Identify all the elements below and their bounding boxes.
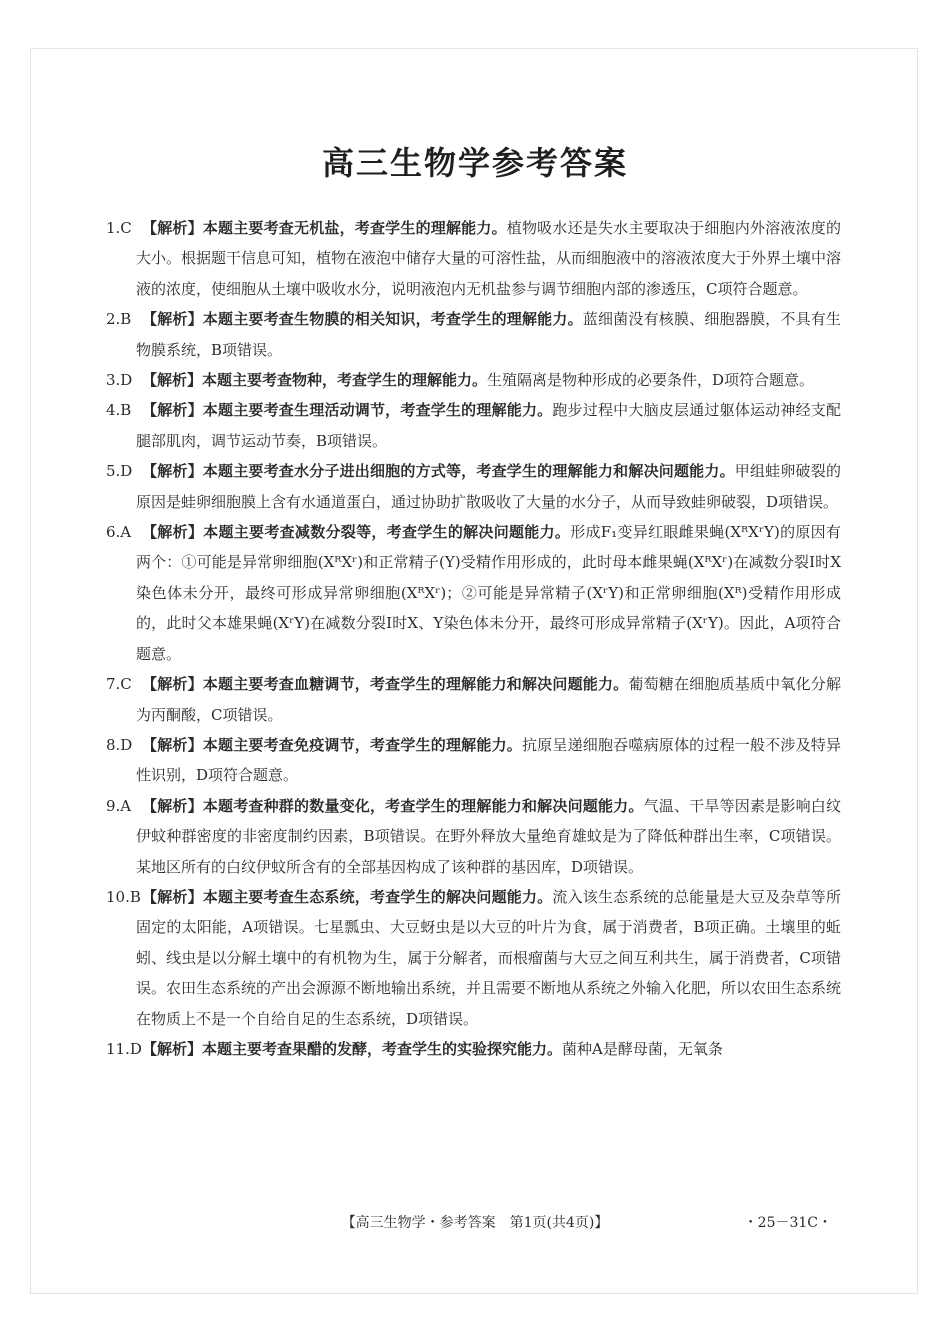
analysis-lead: 本题考查种群的数量变化，考查学生的理解能力和解决问题能力。: [202, 796, 644, 815]
answer-item-11: [106, 1034, 841, 1064]
answer-number: 5.D: [106, 462, 133, 481]
analysis-tag: 【解析】: [142, 401, 203, 420]
analysis-tag: 【解析】: [142, 675, 203, 694]
analysis-lead: 本题主要考查水分子进出细胞的方式等，考查学生的理解能力和解决问题能力。: [202, 462, 735, 481]
answer-number: 6.A: [106, 523, 132, 542]
analysis-body: 甲组蛙卵破裂的原因是蛙卵细胞膜上含有水通道蛋白，通过协助扩散吸收了大量的水分子，从而导致蛙卵破裂，D项错误。: [136, 462, 841, 511]
analysis-tag: 【解析】: [142, 1039, 203, 1058]
answer-list: [106, 213, 841, 1064]
answer-item-9: [106, 791, 841, 882]
analysis-tag: 【解析】: [142, 735, 203, 754]
analysis-lead: 本题主要考查无机盐，考查学生的理解能力。: [202, 219, 507, 237]
analysis-body: 跑步过程中大脑皮层通过躯体运动神经支配腿部肌肉，调节运动节奏，B项错误。: [136, 401, 841, 450]
analysis-lead: 本题主要考查减数分裂等，考查学生的解决问题能力。: [203, 523, 571, 542]
answer-number: 2.B: [106, 310, 132, 329]
analysis-body: 流入该生态系统的总能量是大豆及杂草等所固定的太阳能，A项错误。七星瓢虫、大豆蚜虫是以大豆的叶片为食，属于消费者，B项正确。土壤里的蚯蚓、线虫是以分解土壤中的有机物为生，属于分解者，而根瘤菌与大豆之间互利共生，属于消费者，C项错误。农田生态系统的产出会源源不断地输出系统，并且需要不断地从系统之外输入化肥，所以农田生态系统在物质上不是一个自给自足的生态系统，D项错误。: [136, 887, 842, 1028]
analysis-lead: 本题主要考查生理活动调节，考查学生的理解能力。: [202, 401, 553, 420]
analysis-lead: 本题主要考查免疫调节，考查学生的理解能力。: [202, 735, 522, 754]
analysis-tag: 【解析】: [142, 462, 203, 481]
analysis-body: 葡萄糖在细胞质基质中氧化分解为丙酮酸，C项错误。: [136, 675, 841, 724]
footer-code: ・25－31C・: [743, 1215, 832, 1231]
page-title: 高三生物学参考答案: [321, 144, 628, 182]
analysis-body: 气温、干旱等因素是影响白纹伊蚊种群密度的非密度制约因素，B项错误。在野外释放大量绝育雄蚊是为了降低种群出生率，C项错误。某地区所有的白纹伊蚊所含有的全部基因构成了该种群的基因库，D项错误。: [136, 796, 841, 876]
answer-item-2: [106, 304, 841, 365]
footer-page-info: 【高三生物学・参考答案 第1页(共4页)】: [341, 1215, 609, 1231]
analysis-tag: 【解析】: [142, 887, 203, 906]
answer-item-4: [106, 395, 841, 456]
answer-number: 9.A: [106, 796, 132, 815]
analysis-lead: 本题主要考查生物膜的相关知识，考查学生的理解能力。: [202, 310, 583, 329]
answer-item-3: [106, 365, 841, 395]
answer-number: 1.C: [106, 219, 132, 237]
answer-item-7: [106, 669, 841, 730]
analysis-body: 植物吸水还是失水主要取决于细胞内外溶液浓度的大小。根据题干信息可知，植物在液泡中储存大量的可溶性盐，从而细胞液中的溶液浓度大于外界土壤中溶液的浓度，使细胞从土壤中吸收水分，说明液泡内无机盐参与调节细胞内部的渗透压，C项符合题意。: [136, 219, 842, 298]
analysis-body: 形成F₁变异红眼雌果蝇(XᴿXʳY)的原因有两个：①可能是异常卵细胞(XᴿXʳ)和正常精子(Y)受精作用形成的，此时母本雌果蝇(XᴿXʳ)在减数分裂Ⅰ时X染色体未分开，最终可形成异常卵细胞(XᴿXʳ)；②可能是异常精子(XʳY)和正常卵细胞(Xᴿ)受精作用形成的，此时父本雄果蝇(XʳY)在减数分裂Ⅰ时X、Y染色体未分开，最终可形成异常精子(XʳY)。因此，A项符合题意。: [136, 523, 841, 663]
analysis-body: 蓝细菌没有核膜、细胞器膜，不具有生物膜系统，B项错误。: [136, 310, 841, 359]
analysis-body: 抗原呈递细胞吞噬病原体的过程一般不涉及特异性识别，D项符合题意。: [136, 735, 841, 785]
analysis-tag: 【解析】: [142, 219, 203, 237]
analysis-tag: 【解析】: [142, 523, 204, 542]
answer-item-6: [106, 517, 841, 669]
page-footer: [0, 1212, 950, 1236]
answer-number: 4.B: [106, 401, 132, 420]
answer-item-1: [106, 213, 841, 304]
analysis-body: 生殖隔离是物种形成的必要条件，D项符合题意。: [487, 371, 815, 390]
analysis-tag: 【解析】: [142, 371, 203, 390]
answer-item-8: [106, 730, 841, 791]
answer-number: 3.D: [106, 371, 133, 390]
answer-number: 7.C: [106, 675, 132, 694]
analysis-tag: 【解析】: [142, 310, 203, 329]
analysis-tag: 【解析】: [142, 796, 203, 815]
analysis-lead: 本题主要考查物种，考查学生的理解能力。: [202, 371, 488, 390]
analysis-lead: 本题主要考查生态系统，考查学生的解决问题能力。: [202, 887, 553, 906]
answer-item-10: [106, 882, 841, 1034]
analysis-lead: 本题主要考查果醋的发酵，考查学生的实验探究能力。: [202, 1039, 563, 1058]
answer-number: 11.D: [106, 1039, 142, 1058]
analysis-lead: 本题主要考查血糖调节，考查学生的理解能力和解决问题能力。: [202, 675, 629, 694]
answer-item-5: [106, 456, 841, 517]
answer-number: 8.D: [106, 735, 133, 754]
analysis-body: 菌种A是酵母菌，无氧条: [562, 1039, 723, 1058]
answer-number: 10.B: [106, 887, 141, 906]
